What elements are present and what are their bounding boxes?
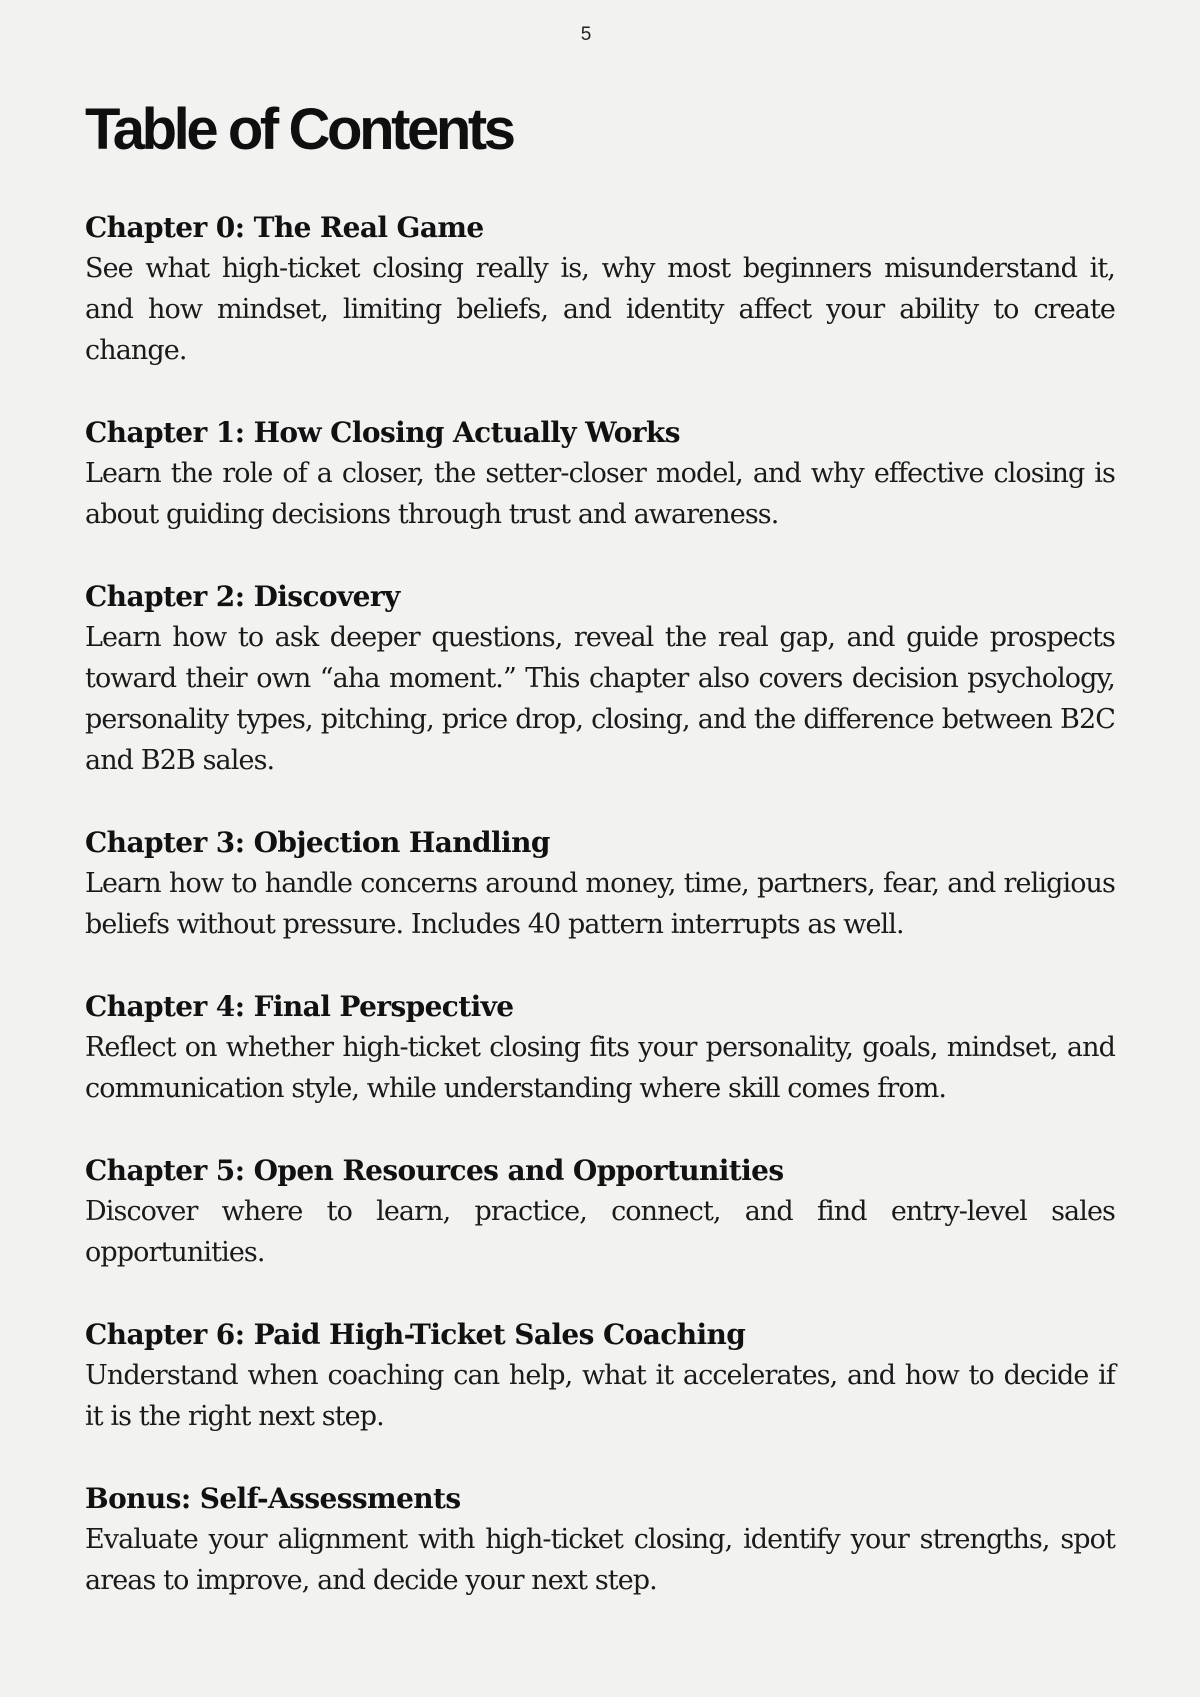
entry-description: Reflect on whether high-ticket closing fits your personality, goals, mindset, and communication style, while understanding where skill comes from.: [85, 1031, 1115, 1104]
entry-description: See what high-ticket closing really is, why most beginners misunderstand it, and how mindset, limiting beliefs, and identity affect your ability to create change.: [85, 252, 1115, 366]
entry-heading: Chapter 2: Discovery: [85, 579, 400, 613]
entry-heading: Chapter 6: Paid High-Ticket Sales Coaching: [85, 1317, 746, 1351]
page-title: Table of Contents: [85, 97, 513, 162]
toc-entry-chapter-4: [85, 986, 1115, 1109]
toc-entry-chapter-5: [85, 1150, 1115, 1273]
entry-heading: Bonus: Self-Assessments: [85, 1481, 461, 1515]
entry-heading: Chapter 4: Final Perspective: [85, 989, 514, 1023]
toc-entry-bonus: [85, 1478, 1115, 1601]
toc-entry-chapter-1: [85, 412, 1115, 535]
entry-description: Learn how to handle concerns around money, time, partners, fear, and religious beliefs without pressure. Includes 40 pattern interrupts as well.: [85, 867, 1115, 940]
entry-heading: Chapter 5: Open Resources and Opportunities: [85, 1153, 784, 1187]
entry-description: Evaluate your alignment with high-ticket closing, identify your strengths, spot areas to improve, and decide your next step.: [85, 1523, 1115, 1596]
entry-heading: Chapter 3: Objection Handling: [85, 825, 550, 859]
table-of-contents: [85, 98, 1115, 1642]
page-number: 5: [580, 24, 592, 45]
toc-entry-chapter-3: [85, 822, 1115, 945]
entry-description: Learn how to ask deeper questions, reveal the real gap, and guide prospects toward their own “aha moment.” This chapter also covers decision psychology, personality types, pitching, price drop, closing, and the difference between B2C and B2B sales.: [85, 621, 1115, 776]
entry-description: Understand when coaching can help, what it accelerates, and how to decide if it is the right next step.: [85, 1359, 1115, 1432]
entry-heading: Chapter 0: The Real Game: [85, 210, 484, 244]
entry-description: Discover where to learn, practice, connect, and find entry-level sales opportunities.: [85, 1195, 1115, 1268]
toc-entry-chapter-2: [85, 576, 1115, 781]
toc-entry-chapter-6: [85, 1314, 1115, 1437]
entry-heading: Chapter 1: How Closing Actually Works: [85, 415, 680, 449]
entry-description: Learn the role of a closer, the setter-closer model, and why effective closing is about guiding decisions through trust and awareness.: [85, 457, 1115, 530]
toc-entry-chapter-0: [85, 207, 1115, 371]
